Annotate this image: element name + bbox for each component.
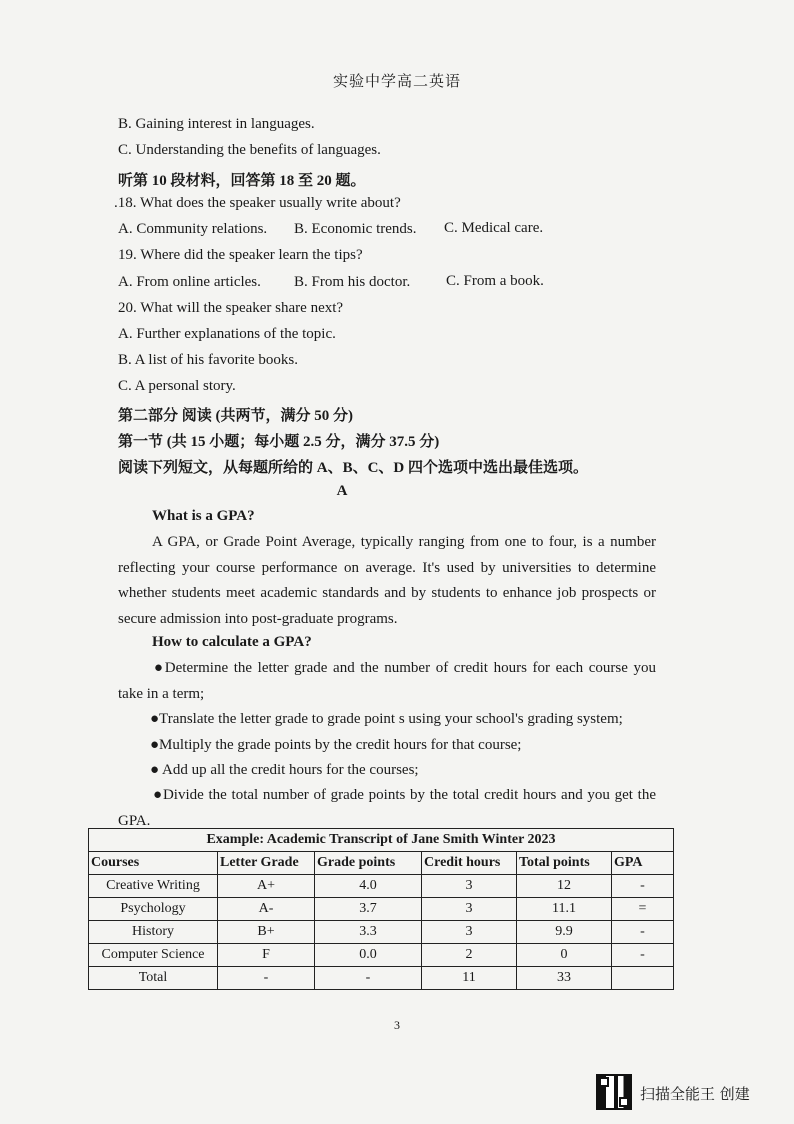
transcript-caption: Example: Academic Transcript of Jane Smith Winter 2023 — [89, 829, 674, 852]
cell-gpa: - — [612, 944, 674, 967]
qr-code-icon — [596, 1074, 632, 1110]
cell-grade-points: 3.7 — [315, 898, 422, 921]
cell-gpa: - — [612, 921, 674, 944]
table-row — [89, 921, 674, 944]
q19-option-b: B. From his doctor. — [294, 274, 411, 290]
cell-total-points: 11.1 — [517, 898, 612, 921]
bullet-3-text: ●Multiply the grade points by the credit hours for that course; — [150, 737, 522, 753]
bullet-4 — [118, 758, 656, 784]
cell-letter-grade: - — [218, 967, 315, 990]
q19-option-a: A. From online articles. — [118, 274, 261, 290]
cell-grade-points: 0.0 — [315, 944, 422, 967]
table-header-row — [89, 852, 674, 875]
cell-course: Total — [89, 967, 218, 990]
q20-option-b: B. A list of his favorite books. — [118, 352, 298, 368]
table-row — [89, 944, 674, 967]
col-header-letter-grade: Letter Grade — [218, 852, 315, 875]
heading-what-is-gpa: What is a GPA? — [152, 508, 255, 524]
q18-option-c: C. Medical care. — [444, 220, 544, 236]
cell-letter-grade: B+ — [218, 921, 315, 944]
heading-how-to-calculate: How to calculate a GPA? — [152, 634, 312, 650]
col-header-gpa: GPA — [612, 852, 674, 875]
cell-credit-hours: 3 — [422, 898, 517, 921]
q18-option-a: A. Community relations. — [118, 221, 268, 237]
transcript-table — [88, 828, 674, 990]
bullet-1 — [118, 656, 656, 707]
bullet-1-text: ●Determine the letter grade and the number of credit hours for each course you take in a term; — [118, 660, 656, 702]
cell-total-points: 33 — [517, 967, 612, 990]
page-header: 实验中学高二英语 — [332, 74, 461, 90]
q20-option-c: C. A personal story. — [118, 378, 236, 394]
q20-option-a: A. Further explanations of the topic. — [118, 326, 336, 342]
table-row — [89, 898, 674, 921]
reading-part-title: 第二部分 阅读 (共两节，满分 50 分) — [118, 408, 353, 424]
reading-section-title: 第一节 (共 15 小题；每小题 2.5 分，满分 37.5 分) — [118, 434, 440, 450]
scanner-watermark: 扫描全能王 创建 — [640, 1085, 750, 1103]
bullet-2 — [118, 707, 656, 733]
reading-instruction: 阅读下列短文，从每题所给的 A、B、C、D 四个选项中选出最佳选项。 — [118, 460, 589, 476]
cell-course: Psychology — [89, 898, 218, 921]
cell-course: History — [89, 921, 218, 944]
cell-credit-hours: 3 — [422, 921, 517, 944]
cell-gpa: - — [612, 875, 674, 898]
cell-credit-hours: 2 — [422, 944, 517, 967]
cell-grade-points: 4.0 — [315, 875, 422, 898]
q17-option-c: C. Understanding the benefits of languages. — [118, 142, 381, 158]
col-header-total-points: Total points — [517, 852, 612, 875]
cell-course: Creative Writing — [89, 875, 218, 898]
bullet-5-text: ●Divide the total number of grade points by the total credit hours and you get the GPA. — [118, 787, 656, 829]
cell-total-points: 0 — [517, 944, 612, 967]
q19-question: 19. Where did the speaker learn the tips? — [118, 247, 363, 263]
bullet-3 — [118, 733, 656, 759]
q17-option-b: B. Gaining interest in languages. — [118, 116, 315, 132]
cell-total-points: 9.9 — [517, 921, 612, 944]
cell-grade-points: - — [315, 967, 422, 990]
passage-letter: A — [336, 483, 348, 499]
table-row — [89, 875, 674, 898]
q18-option-b: B. Economic trends. — [294, 221, 417, 237]
gpa-definition-paragraph — [118, 530, 656, 632]
q19-option-c: C. From a book. — [446, 273, 544, 289]
cell-course: Computer Science — [89, 944, 218, 967]
cell-total-points: 12 — [517, 875, 612, 898]
cell-letter-grade: A- — [218, 898, 315, 921]
q18-question: .18. What does the speaker usually write about? — [114, 195, 401, 211]
cell-gpa: = — [612, 898, 674, 921]
bullet-4-text: ● Add up all the credit hours for the courses; — [150, 762, 419, 778]
cell-letter-grade: F — [218, 944, 315, 967]
cell-gpa — [612, 967, 674, 990]
table-total-row — [89, 967, 674, 990]
cell-credit-hours: 3 — [422, 875, 517, 898]
section10-instruction: 听第 10 段材料，回答第 18 至 20 题。 — [118, 173, 366, 189]
col-header-credit-hours: Credit hours — [422, 852, 517, 875]
bullet-2-text: ●Translate the letter grade to grade point s using your school's grading system; — [150, 711, 623, 727]
cell-grade-points: 3.3 — [315, 921, 422, 944]
bullet-5 — [118, 783, 656, 834]
q20-question: 20. What will the speaker share next? — [118, 300, 344, 316]
page-number: 3 — [394, 1018, 400, 1032]
cell-credit-hours: 11 — [422, 967, 517, 990]
gpa-definition-text: A GPA, or Grade Point Average, typically ranging from one to four, is a number reflecting your course performance on average. It's used by universities to determine whether students meet academic standards and by students to enhance job prospects or secure admission into post-graduate programs. — [118, 534, 656, 627]
col-header-courses: Courses — [89, 852, 218, 875]
cell-letter-grade: A+ — [218, 875, 315, 898]
col-header-grade-points: Grade points — [315, 852, 422, 875]
